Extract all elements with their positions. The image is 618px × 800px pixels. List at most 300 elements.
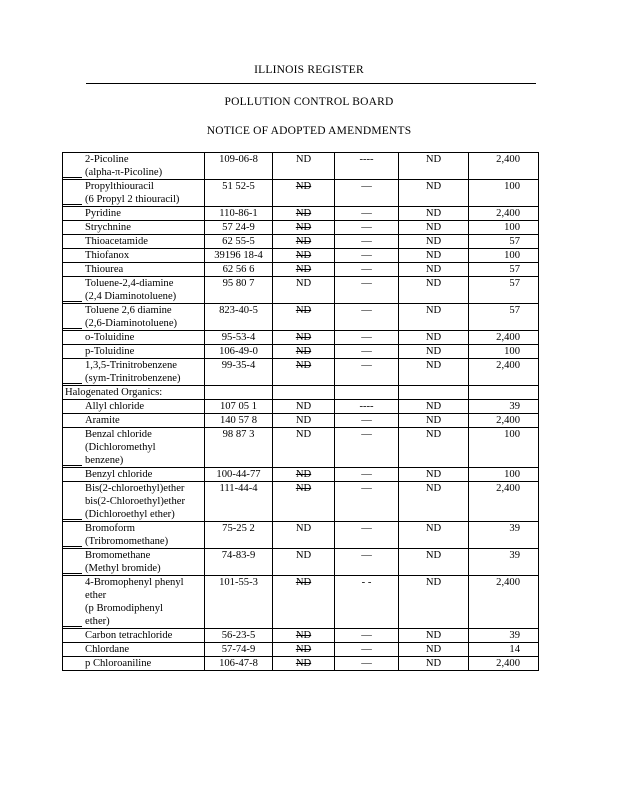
cas-number-text: 107 05 1 (219, 401, 258, 412)
wastewater-standard (273, 180, 335, 207)
concentration-marker (335, 359, 399, 386)
cas-number (205, 277, 273, 304)
concentration-marker (335, 643, 399, 657)
concentration-marker (335, 468, 399, 482)
wastewater-standard-text: ND (295, 469, 312, 480)
cas-number (205, 304, 273, 331)
cas-number (205, 249, 273, 263)
nonwastewater-standard-text: ND (425, 415, 442, 426)
constituent-name (63, 221, 205, 235)
cas-number (205, 428, 273, 468)
nonwastewater-standard-text: ND (425, 360, 442, 371)
concentration-marker (335, 657, 399, 671)
table-row (63, 153, 539, 180)
nonwastewater-value-text: 39 (509, 523, 520, 534)
nonwastewater-standard-text: ND (425, 346, 442, 357)
nonwastewater-value-text: 2,400 (496, 577, 520, 588)
constituent-name (63, 400, 205, 414)
cas-number-text: 110-86-1 (219, 208, 258, 219)
concentration-marker-text: — (361, 264, 372, 275)
nonwastewater-standard-text: ND (425, 264, 442, 275)
wastewater-standard (273, 277, 335, 304)
wastewater-standard-text: ND (295, 236, 312, 247)
wastewater-standard-text: ND (295, 181, 312, 192)
concentration-marker (335, 153, 399, 180)
cas-number (205, 263, 273, 277)
nonwastewater-value (469, 180, 539, 207)
name-line: Bromoform (85, 523, 136, 534)
table-row (63, 304, 539, 331)
cas-number (205, 207, 273, 221)
wastewater-standard-text: ND (295, 222, 312, 233)
nonwastewater-value (469, 221, 539, 235)
constituent-name (63, 331, 205, 345)
wastewater-standard (273, 482, 335, 522)
table-row (63, 207, 539, 221)
wastewater-standard-text: ND (295, 332, 312, 343)
nonwastewater-value (469, 400, 539, 414)
cas-number-text: 99-35-4 (221, 360, 256, 371)
nonwastewater-standard-text: ND (425, 222, 442, 233)
nonwastewater-standard (399, 428, 469, 468)
cas-number-text: 51 52-5 (222, 181, 255, 192)
name-line: Pyridine (85, 208, 121, 219)
cas-number (205, 180, 273, 207)
name-line: p-Toluidine (85, 346, 135, 357)
nonwastewater-value-text: 100 (504, 469, 520, 480)
nonwastewater-standard (399, 277, 469, 304)
table-row (63, 400, 539, 414)
nonwastewater-value (469, 414, 539, 428)
name-line: Benzal chloride (85, 429, 152, 440)
wastewater-standard-text: ND (295, 415, 312, 426)
nonwastewater-standard-text: ND (425, 181, 442, 192)
name-line: Thiourea (85, 264, 124, 275)
name-line: Chlordane (85, 644, 130, 655)
wastewater-standard-text: ND (295, 278, 312, 289)
wastewater-standard-text: ND (295, 644, 312, 655)
cas-number-text: 101-55-3 (219, 577, 258, 588)
cas-number-text: 57-74-9 (221, 644, 256, 655)
concentration-marker-text: — (361, 305, 372, 316)
table-row (63, 414, 539, 428)
header-rule (86, 83, 536, 84)
name-line: 1,3,5-Trinitrobenzene (85, 360, 177, 371)
concentration-marker-text: — (361, 429, 372, 440)
regulated-constituents-table (62, 152, 539, 671)
nonwastewater-value (469, 277, 539, 304)
table-row (63, 428, 539, 468)
nonwastewater-value-text: 100 (504, 250, 520, 261)
nonwastewater-value (469, 304, 539, 331)
cas-number (205, 482, 273, 522)
wastewater-standard-text: ND (295, 264, 312, 275)
constituent-name (63, 414, 205, 428)
name-line: Carbon tetrachloride (85, 630, 173, 641)
nonwastewater-standard-text: ND (425, 483, 442, 494)
nonwastewater-value-text: 57 (509, 305, 520, 316)
concentration-marker-text: — (361, 278, 372, 289)
wastewater-standard-text: ND (295, 577, 312, 588)
concentration-marker (335, 235, 399, 249)
cas-number-text: 62 56 6 (222, 264, 255, 275)
cas-number (205, 549, 273, 576)
concentration-marker (335, 249, 399, 263)
cas-number-text: 109-06-8 (219, 154, 258, 165)
nonwastewater-value (469, 629, 539, 643)
cas-number (205, 345, 273, 359)
concentration-marker-text: — (361, 250, 372, 261)
table-row (63, 576, 539, 629)
cas-number-text: 95-53-4 (221, 332, 256, 343)
wastewater-standard (273, 153, 335, 180)
cas-number-text: 106-49-0 (219, 346, 258, 357)
cas-number (205, 331, 273, 345)
name-line: (2,4 Diaminotoluene) (85, 290, 204, 303)
table-row (63, 549, 539, 576)
table-row (63, 522, 539, 549)
constituent-name (63, 576, 205, 629)
name-line: ether) (85, 615, 204, 628)
constituent-name (63, 657, 205, 671)
constituent-name (63, 629, 205, 643)
concentration-marker (335, 629, 399, 643)
notice-heading: NOTICE OF ADOPTED AMENDMENTS (206, 125, 412, 137)
nonwastewater-value-text: 57 (509, 264, 520, 275)
concentration-marker (335, 263, 399, 277)
empty-cell (273, 386, 335, 400)
cas-number-text: 98 87 3 (222, 429, 255, 440)
cas-number-text: 100-44-77 (216, 469, 261, 480)
group-label: Halogenated Organics: (63, 386, 205, 400)
cas-number-text: 823-40-5 (219, 305, 258, 316)
concentration-marker-text: ---- (359, 401, 374, 412)
wastewater-standard-text: ND (295, 658, 312, 669)
constituent-name (63, 263, 205, 277)
concentration-marker (335, 482, 399, 522)
cas-number-text: 57 24-9 (222, 222, 255, 233)
table-row (63, 277, 539, 304)
constituent-name (63, 153, 205, 180)
nonwastewater-standard (399, 629, 469, 643)
cas-number-text: 75-25 2 (222, 523, 255, 534)
concentration-marker-text: — (361, 658, 372, 669)
empty-cell (335, 386, 399, 400)
register-title: ILLINOIS REGISTER (254, 64, 364, 76)
wastewater-standard (273, 522, 335, 549)
nonwastewater-value-text: 2,400 (496, 360, 520, 371)
concentration-marker-text: — (361, 346, 372, 357)
constituent-name (63, 345, 205, 359)
wastewater-standard (273, 235, 335, 249)
wastewater-standard (273, 414, 335, 428)
nonwastewater-standard (399, 657, 469, 671)
nonwastewater-value (469, 576, 539, 629)
cas-number (205, 522, 273, 549)
cas-number-text: 62 55-5 (222, 236, 255, 247)
nonwastewater-standard-text: ND (425, 577, 442, 588)
nonwastewater-value (469, 331, 539, 345)
name-line: (Tribromomethane) (85, 535, 204, 548)
concentration-marker-text: — (361, 644, 372, 655)
nonwastewater-value-text: 57 (509, 278, 520, 289)
constituent-name (63, 468, 205, 482)
nonwastewater-value-text: 2,400 (496, 415, 520, 426)
nonwastewater-value-text: 39 (509, 401, 520, 412)
nonwastewater-standard-text: ND (425, 429, 442, 440)
empty-cell (205, 386, 273, 400)
nonwastewater-value (469, 643, 539, 657)
concentration-marker (335, 221, 399, 235)
wastewater-standard (273, 629, 335, 643)
table-row (63, 359, 539, 386)
wastewater-standard (273, 249, 335, 263)
nonwastewater-value-text: 100 (504, 181, 520, 192)
cas-number (205, 576, 273, 629)
name-line: Propylthiouracil (85, 181, 154, 192)
wastewater-standard-text: ND (295, 550, 312, 561)
nonwastewater-standard-text: ND (425, 550, 442, 561)
nonwastewater-standard (399, 643, 469, 657)
nonwastewater-standard-text: ND (425, 154, 442, 165)
name-line: Bis(2-chloroethyl)ether (85, 483, 185, 494)
wastewater-standard-text: ND (295, 523, 312, 534)
table-row (63, 657, 539, 671)
nonwastewater-value-text: 2,400 (496, 154, 520, 165)
nonwastewater-standard-text: ND (425, 305, 442, 316)
nonwastewater-value-text: 100 (504, 429, 520, 440)
name-line: Allyl chloride (85, 401, 145, 412)
nonwastewater-standard-text: ND (425, 630, 442, 641)
name-line: Benzyl chloride (85, 469, 153, 480)
wastewater-standard-text: ND (295, 154, 312, 165)
name-line: benzene) (85, 454, 204, 467)
constituent-name (63, 482, 205, 522)
nonwastewater-standard (399, 249, 469, 263)
table-row (63, 468, 539, 482)
nonwastewater-standard-text: ND (425, 644, 442, 655)
constituent-name (63, 522, 205, 549)
group-header-row (63, 386, 539, 400)
wastewater-standard (273, 345, 335, 359)
wastewater-standard (273, 549, 335, 576)
nonwastewater-standard-text: ND (425, 401, 442, 412)
cas-number (205, 629, 273, 643)
concentration-marker (335, 400, 399, 414)
wastewater-standard-text: ND (295, 305, 312, 316)
cas-number-text: 106-47-8 (219, 658, 258, 669)
name-line: Aramite (85, 415, 120, 426)
nonwastewater-standard (399, 221, 469, 235)
constituent-name (63, 359, 205, 386)
nonwastewater-standard (399, 180, 469, 207)
nonwastewater-standard-text: ND (425, 332, 442, 343)
concentration-marker-text: — (361, 236, 372, 247)
wastewater-standard-text: ND (295, 346, 312, 357)
concentration-marker-text: - - (361, 577, 372, 588)
concentration-marker (335, 304, 399, 331)
nonwastewater-standard (399, 522, 469, 549)
empty-cell (399, 386, 469, 400)
nonwastewater-value-text: 2,400 (496, 208, 520, 219)
concentration-marker-text: — (361, 181, 372, 192)
agency-name: POLLUTION CONTROL BOARD (224, 96, 394, 108)
nonwastewater-standard (399, 153, 469, 180)
nonwastewater-value (469, 263, 539, 277)
cas-number-text: 39196 18-4 (214, 250, 263, 261)
constituent-name (63, 249, 205, 263)
wastewater-standard (273, 643, 335, 657)
cas-number (205, 235, 273, 249)
nonwastewater-value-text: 2,400 (496, 483, 520, 494)
nonwastewater-standard (399, 331, 469, 345)
name-line: (Dichloromethyl (85, 442, 156, 453)
nonwastewater-value (469, 522, 539, 549)
concentration-marker-text: ---- (359, 154, 374, 165)
name-line: ether (85, 590, 107, 601)
wastewater-standard (273, 263, 335, 277)
nonwastewater-value (469, 468, 539, 482)
concentration-marker (335, 331, 399, 345)
nonwastewater-value (469, 345, 539, 359)
nonwastewater-standard (399, 482, 469, 522)
constituent-name (63, 643, 205, 657)
cas-number (205, 400, 273, 414)
nonwastewater-standard (399, 549, 469, 576)
table-row (63, 235, 539, 249)
cas-number (205, 643, 273, 657)
table-row (63, 331, 539, 345)
name-line: o-Toluidine (85, 332, 135, 343)
table-row (63, 629, 539, 643)
nonwastewater-standard-text: ND (425, 208, 442, 219)
concentration-marker-text: — (361, 469, 372, 480)
nonwastewater-value (469, 153, 539, 180)
constituent-name (63, 207, 205, 221)
cas-number-text: 74-83-9 (221, 550, 256, 561)
table-row (63, 180, 539, 207)
table-row (63, 345, 539, 359)
nonwastewater-value-text: 57 (509, 236, 520, 247)
nonwastewater-standard-text: ND (425, 658, 442, 669)
constituent-name (63, 235, 205, 249)
table-row (63, 643, 539, 657)
nonwastewater-value (469, 428, 539, 468)
nonwastewater-standard-text: ND (425, 523, 442, 534)
cas-number (205, 153, 273, 180)
wastewater-standard (273, 359, 335, 386)
cas-number (205, 414, 273, 428)
concentration-marker-text: — (361, 415, 372, 426)
concentration-marker-text: — (361, 208, 372, 219)
empty-cell (469, 386, 539, 400)
nonwastewater-standard-text: ND (425, 250, 442, 261)
name-line: Thioacetamide (85, 236, 148, 247)
wastewater-standard (273, 400, 335, 414)
nonwastewater-standard (399, 359, 469, 386)
wastewater-standard (273, 221, 335, 235)
nonwastewater-value (469, 657, 539, 671)
wastewater-standard-text: ND (295, 208, 312, 219)
constituent-name (63, 428, 205, 468)
nonwastewater-value-text: 14 (509, 644, 520, 655)
nonwastewater-value (469, 359, 539, 386)
table-row (63, 249, 539, 263)
name-line: Bromomethane (85, 550, 151, 561)
wastewater-standard-text: ND (295, 250, 312, 261)
nonwastewater-standard (399, 207, 469, 221)
cas-number (205, 359, 273, 386)
wastewater-standard (273, 576, 335, 629)
cas-number-text: 140 57 8 (219, 415, 258, 426)
name-line: Toluene 2,6 diamine (85, 305, 172, 316)
wastewater-standard (273, 468, 335, 482)
wastewater-standard (273, 304, 335, 331)
nonwastewater-standard-text: ND (425, 469, 442, 480)
constituent-name (63, 549, 205, 576)
nonwastewater-standard (399, 576, 469, 629)
concentration-marker (335, 549, 399, 576)
nonwastewater-standard (399, 400, 469, 414)
constituent-name (63, 277, 205, 304)
concentration-marker (335, 277, 399, 304)
table-row (63, 221, 539, 235)
constituent-name (63, 180, 205, 207)
name-line: (p Bromodiphenyl (85, 603, 163, 614)
concentration-marker-text: — (361, 550, 372, 561)
nonwastewater-standard (399, 235, 469, 249)
nonwastewater-value (469, 482, 539, 522)
nonwastewater-value-text: 2,400 (496, 332, 520, 343)
nonwastewater-value (469, 249, 539, 263)
cas-number (205, 657, 273, 671)
wastewater-standard (273, 657, 335, 671)
table-row (63, 263, 539, 277)
wastewater-standard-text: ND (295, 429, 312, 440)
concentration-marker (335, 180, 399, 207)
concentration-marker-text: — (361, 360, 372, 371)
name-line: p Chloroaniline (85, 658, 152, 669)
nonwastewater-value-text: 100 (504, 346, 520, 357)
concentration-marker-text: — (361, 523, 372, 534)
name-line: (2,6-Diaminotoluene) (85, 317, 204, 330)
constituent-name (63, 304, 205, 331)
concentration-marker (335, 345, 399, 359)
name-line: Strychnine (85, 222, 131, 233)
wastewater-standard (273, 331, 335, 345)
nonwastewater-standard (399, 414, 469, 428)
nonwastewater-standard (399, 263, 469, 277)
name-line: (6 Propyl 2 thiouracil) (85, 193, 204, 206)
cas-number (205, 468, 273, 482)
nonwastewater-standard (399, 468, 469, 482)
concentration-marker-text: — (361, 483, 372, 494)
nonwastewater-value (469, 549, 539, 576)
wastewater-standard (273, 207, 335, 221)
nonwastewater-standard (399, 304, 469, 331)
concentration-marker (335, 522, 399, 549)
nonwastewater-standard-text: ND (425, 236, 442, 247)
wastewater-standard-text: ND (295, 401, 312, 412)
concentration-marker (335, 428, 399, 468)
nonwastewater-value-text: 100 (504, 222, 520, 233)
nonwastewater-value (469, 235, 539, 249)
nonwastewater-value-text: 2,400 (496, 658, 520, 669)
concentration-marker (335, 576, 399, 629)
nonwastewater-value (469, 207, 539, 221)
name-line: (alpha-π-Picoline) (85, 166, 204, 179)
table-row (63, 482, 539, 522)
